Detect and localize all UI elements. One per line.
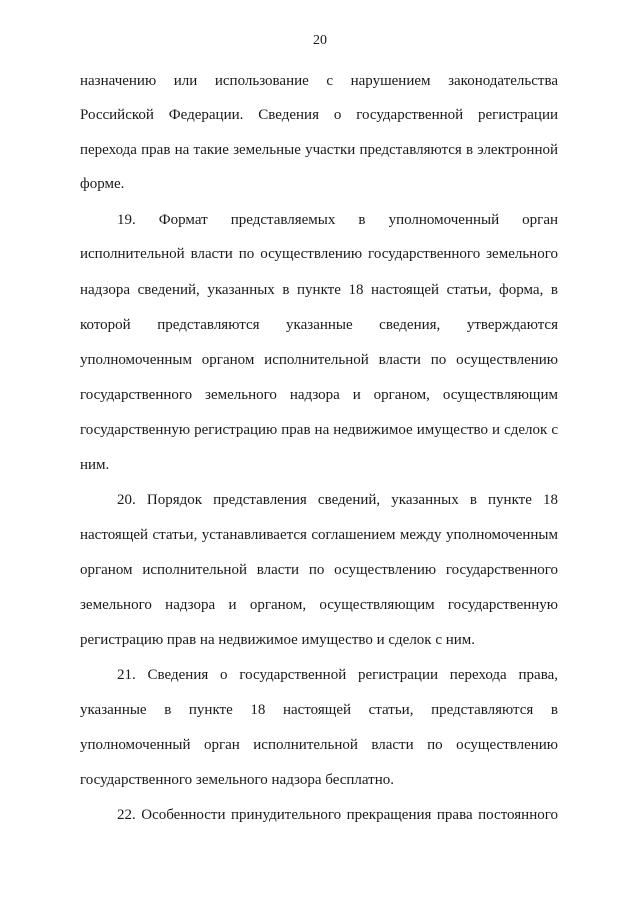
text-line: надзора сведений, указанных в пункте 18 настоящей статьи, форма, в	[80, 282, 558, 298]
text-line: форме.	[80, 176, 125, 192]
text-line: которой представляются указанные сведения, утверждаются	[80, 317, 558, 333]
text-line: органом исполнительной власти по осуществлению государственного	[80, 562, 558, 578]
paragraph-21-first-line: 21. Сведения о государственной регистрации перехода права,	[117, 667, 558, 683]
text-line: уполномоченным органом исполнительной власти по осуществлению	[80, 352, 558, 368]
text-line: исполнительной власти по осуществлению государственного земельного	[80, 246, 558, 262]
text-line: Российской Федерации. Сведения о государственной регистрации	[80, 107, 558, 123]
text-line: указанные в пункте 18 настоящей статьи, представляются в	[80, 702, 558, 718]
paragraph-22-first-line: 22. Особенности принудительного прекращения права постоянного	[117, 807, 558, 823]
text-line: государственного земельного надзора бесплатно.	[80, 772, 395, 788]
text-line: настоящей статьи, устанавливается соглашением между уполномоченным	[80, 527, 558, 543]
text-line: государственную регистрацию прав на недвижимое имущество и сделок с	[80, 422, 558, 438]
text-line: уполномоченный орган исполнительной власти по осуществлению	[80, 737, 558, 753]
paragraph-19-first-line: 19. Формат представляемых в уполномоченный орган	[117, 212, 558, 228]
text-line: земельного надзора и органом, осуществляющим государственную	[80, 597, 558, 613]
text-line: регистрацию прав на недвижимое имущество и сделок с ним.	[80, 632, 476, 648]
paragraph-20-first-line: 20. Порядок представления сведений, указанных в пункте 18	[117, 492, 558, 508]
text-line: ним.	[80, 457, 110, 473]
text-line: государственного земельного надзора и органом, осуществляющим	[80, 387, 558, 403]
text-line: назначению или использование с нарушением законодательства	[80, 73, 558, 89]
text-line: перехода прав на такие земельные участки представляются в электронной	[80, 142, 558, 158]
page-number: 20	[313, 33, 327, 48]
